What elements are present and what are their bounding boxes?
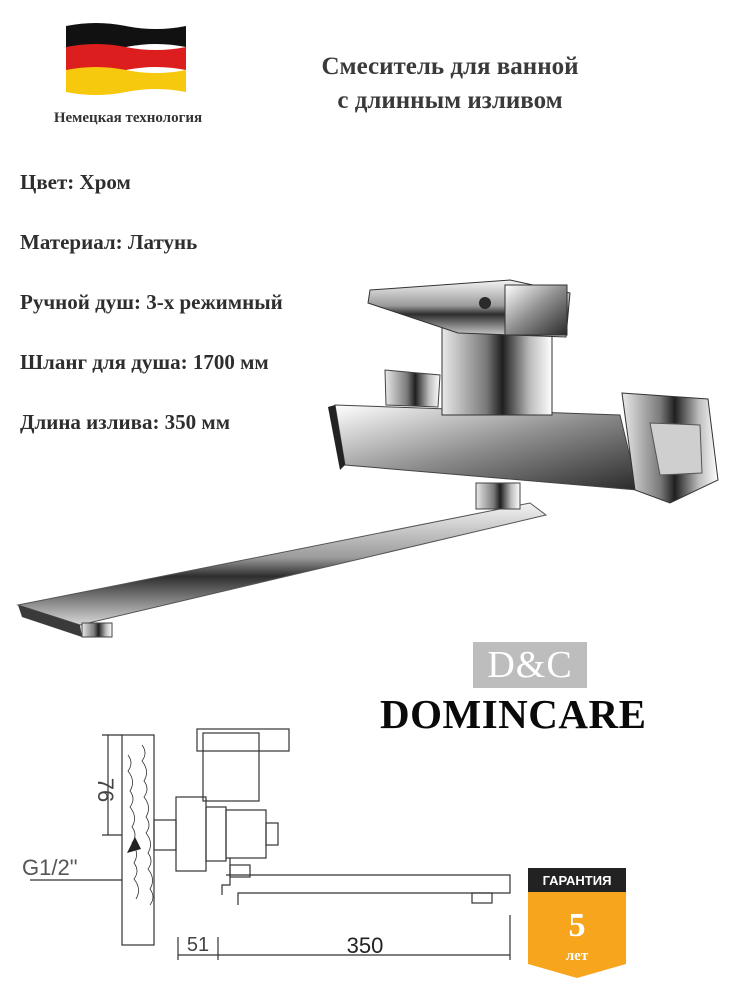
- brand-logo-short: D&C: [473, 642, 587, 688]
- warranty-badge: [528, 868, 626, 978]
- dim-height: 76: [93, 777, 118, 803]
- germany-flag-icon: [66, 20, 186, 96]
- spec-spout-length: Длина излива: 350 мм: [20, 410, 231, 434]
- warranty-label: ГАРАНТИЯ: [542, 873, 612, 888]
- spec-hose: Шланг для душа: 1700 мм: [20, 350, 269, 374]
- dim-spout: 350: [346, 933, 384, 958]
- origin-label: Немецкая технология: [53, 110, 203, 126]
- spec-shower: Ручной душ: 3-х режимный: [20, 290, 283, 314]
- spec-material: Материал: Латунь: [20, 230, 198, 254]
- warranty-years: 5: [568, 907, 586, 944]
- brand-name: DOMINCARE: [380, 691, 647, 737]
- warranty-unit: лет: [565, 948, 589, 964]
- faucet-product-image: [10, 275, 745, 655]
- dim-offset: 51: [186, 934, 210, 956]
- spec-color: Цвет: Хром: [20, 170, 131, 194]
- page-title: [250, 50, 650, 118]
- title-line-2: с длинным изливом: [337, 87, 563, 114]
- title-line-1: Смеситель для ванной: [321, 53, 579, 80]
- technical-drawing: [10, 715, 530, 1000]
- dim-thread: G1/2": [22, 855, 78, 880]
